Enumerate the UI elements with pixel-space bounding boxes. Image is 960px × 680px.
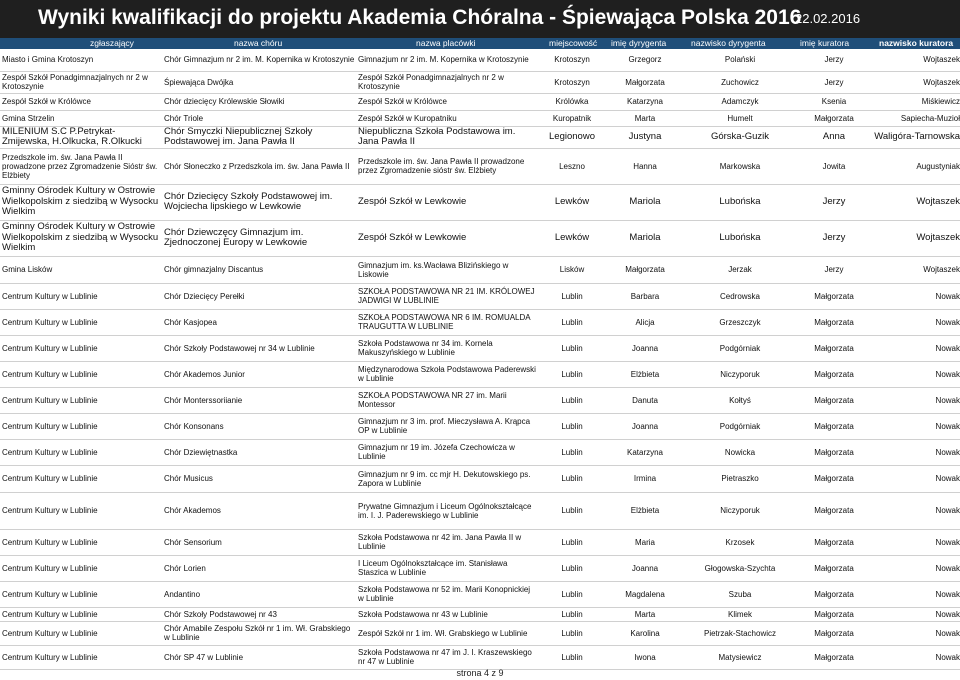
table-cell: Chór Dziewczęcy Gimnazjum im. Zjednoczonej Europy w Lewkowie — [162, 220, 356, 256]
header-nazwisko-kuratora: nazwisko kuratora — [879, 38, 954, 48]
table-cell: Justyna — [604, 126, 684, 148]
table-cell: Lublin — [538, 439, 604, 465]
table-cell: Kołtyś — [684, 387, 794, 413]
table-row — [0, 283, 960, 309]
table-cell: Katarzyna — [604, 439, 684, 465]
table-cell: Chór Szkoły Podstawowej nr 43 — [162, 607, 356, 621]
table-cell: Podgórniak — [684, 413, 794, 439]
table-row — [0, 361, 960, 387]
table-cell: Zespół Szkół Ponadgimnazjalnych nr 2 w Krotoszynie — [0, 71, 162, 93]
table-cell: Wojtaszek — [872, 71, 960, 93]
table-cell: Chór Akademos — [162, 492, 356, 529]
table-cell: Zuchowicz — [684, 71, 794, 93]
table-row — [0, 387, 960, 413]
table-cell: Nowak — [872, 492, 960, 529]
table-cell: Gimnazjum nr 2 im. M. Kopernika w Krotoszynie — [356, 49, 538, 71]
table-cell: Szkoła Podstawowa nr 43 w Lublinie — [356, 607, 538, 621]
table-cell: Jerzy — [794, 71, 872, 93]
table-cell: Chór Monterssoriianie — [162, 387, 356, 413]
table-cell: Karolina — [604, 621, 684, 645]
table-cell: Chór Słoneczko z Przedszkola im. św. Jana Pawła II — [162, 148, 356, 184]
table-cell: Centrum Kultury w Lublinie — [0, 465, 162, 492]
table-cell: Lublin — [538, 621, 604, 645]
table-cell: Andantino — [162, 581, 356, 607]
table-cell: Chór dziecięcy Królewskie Słowiki — [162, 93, 356, 110]
table-cell: SZKOŁA PODSTAWOWA NR 27 im. Marii Montessor — [356, 387, 538, 413]
table-cell: Nowicka — [684, 439, 794, 465]
table-row — [0, 49, 960, 71]
table-cell: Niepubliczna Szkoła Podstawowa im. Jana Pawła II — [356, 126, 538, 148]
table-row — [0, 413, 960, 439]
table-cell: Międzynarodowa Szkoła Podstawowa Paderewski w Lublinie — [356, 361, 538, 387]
table-row — [0, 581, 960, 607]
header-nazwisko-dyrygenta: nazwisko dyrygenta — [691, 38, 766, 48]
table-cell: Nowak — [872, 439, 960, 465]
table-cell: SZKOŁA PODSTAWOWA NR 6 IM. ROMUALDA TRAUGUTTA W LUBLINIE — [356, 309, 538, 335]
table-cell: Lublin — [538, 607, 604, 621]
table-row — [0, 645, 960, 669]
table-cell: Szkoła Podstawowa nr 47 im J. I. Kraszewskiego nr 47 w Lublinie — [356, 645, 538, 669]
table-cell: Małgorzata — [794, 283, 872, 309]
table-row — [0, 492, 960, 529]
table-cell: Prywatne Gimnazjum i Liceum Ogólnokształcące im. I. J. Paderewskiego w Lublinie — [356, 492, 538, 529]
table-cell: Chór Lorien — [162, 555, 356, 581]
title-bar — [0, 0, 960, 38]
table-cell: Iwona — [604, 645, 684, 669]
table-cell: Chór Amabile Zespołu Szkół nr 1 im. Wł. Grabskiego w Lublinie — [162, 621, 356, 645]
table-cell: Jerzy — [794, 49, 872, 71]
table-cell: Małgorzata — [794, 645, 872, 669]
table-cell: Ksenia — [794, 93, 872, 110]
table-cell: Nowak — [872, 465, 960, 492]
table-cell: Lublin — [538, 645, 604, 669]
table-cell: Klimek — [684, 607, 794, 621]
table-row — [0, 126, 960, 148]
table-cell: Lubońska — [684, 220, 794, 256]
table-cell: Chór Dziecięcy Perełki — [162, 283, 356, 309]
table-cell: Centrum Kultury w Lublinie — [0, 439, 162, 465]
table-cell: Zespół Szkół w Kuropatniku — [356, 110, 538, 126]
table-cell: Gminny Ośrodek Kultury w Ostrowie Wielkopolskim z siedzibą w Wysocku Wielkim — [0, 220, 162, 256]
table-cell: Markowska — [684, 148, 794, 184]
table-cell: Gimnazjum nr 3 im. prof. Mieczysława A. Krąpca OP w Lublinie — [356, 413, 538, 439]
table-cell: Nowak — [872, 387, 960, 413]
table-cell: Grzegorz — [604, 49, 684, 71]
table-cell: Polański — [684, 49, 794, 71]
table-cell: Krotoszyn — [538, 71, 604, 93]
table-cell: Lublin — [538, 309, 604, 335]
table-cell: Szuba — [684, 581, 794, 607]
table-cell: Centrum Kultury w Lublinie — [0, 529, 162, 555]
table-cell: Przedszkole im. św. Jana Pawła II prowadzone przez Zgromadzenie Sióstr św. Elżbiety — [0, 148, 162, 184]
table-cell: Joanna — [604, 335, 684, 361]
table-cell: Podgórniak — [684, 335, 794, 361]
header-zglaszajacy: zgłaszający — [90, 38, 134, 48]
table-cell: Lublin — [538, 529, 604, 555]
table-cell: Legionowo — [538, 126, 604, 148]
table-cell: Wojtaszek — [872, 49, 960, 71]
table-cell: Chór Szkoły Podstawowej nr 34 w Lublinie — [162, 335, 356, 361]
table-cell: Szkoła Podstawowa nr 52 im. Marii Konopnickiej w Lublinie — [356, 581, 538, 607]
table-row — [0, 555, 960, 581]
table-cell: Lewków — [538, 184, 604, 220]
page-number: strona 4 z 9 — [456, 668, 504, 678]
table-cell: Chór Akademos Junior — [162, 361, 356, 387]
table-row — [0, 607, 960, 621]
table-cell: Adamczyk — [684, 93, 794, 110]
table-cell: Gimnazjum nr 9 im. cc mjr H. Dekutowskiego ps. Zapora w Lublinie — [356, 465, 538, 492]
table-cell: Jerzy — [794, 220, 872, 256]
table-cell: Zespół Szkół w Lewkowie — [356, 220, 538, 256]
table-cell: Chór Musicus — [162, 465, 356, 492]
table-cell: Mariola — [604, 184, 684, 220]
table-cell: Wojtaszek — [872, 220, 960, 256]
table-cell: Magdalena — [604, 581, 684, 607]
table-cell: Lublin — [538, 555, 604, 581]
table-cell: Małgorzata — [794, 581, 872, 607]
table-cell: Małgorzata — [794, 335, 872, 361]
table-cell: Krotoszyn — [538, 49, 604, 71]
table-cell: Barbara — [604, 283, 684, 309]
table-cell: Waligóra-Tarnowska — [872, 126, 960, 148]
table-cell: Irmina — [604, 465, 684, 492]
table-cell: Niczyporuk — [684, 361, 794, 387]
table-cell: Centrum Kultury w Lublinie — [0, 413, 162, 439]
table-cell: Jerzy — [794, 256, 872, 283]
table-cell: Mariola — [604, 220, 684, 256]
table-cell: Zespół Szkół w Królówce — [0, 93, 162, 110]
header-nazwa-choru: nazwa chóru — [234, 38, 283, 48]
table-cell: Gmina Strzelin — [0, 110, 162, 126]
table-cell: Lublin — [538, 335, 604, 361]
table-cell: Centrum Kultury w Lublinie — [0, 621, 162, 645]
table-cell: Grzeszczyk — [684, 309, 794, 335]
table-cell: Chór Kasjopea — [162, 309, 356, 335]
table-cell: Krzosek — [684, 529, 794, 555]
table-cell: Centrum Kultury w Lublinie — [0, 607, 162, 621]
table-cell: Nowak — [872, 621, 960, 645]
table-cell: Elżbieta — [604, 361, 684, 387]
table-cell: Augustyniak — [872, 148, 960, 184]
table-cell: Królówka — [538, 93, 604, 110]
table-row — [0, 309, 960, 335]
table-cell: Gmina Lisków — [0, 256, 162, 283]
table-cell: Nowak — [872, 581, 960, 607]
table-cell: Matysiewicz — [684, 645, 794, 669]
table-cell: Nowak — [872, 529, 960, 555]
table-cell: Humelt — [684, 110, 794, 126]
table-cell: MILENIUM S.C P.Petrykat-Zmijewska, H.Olkucka, R.Olkucki — [0, 126, 162, 148]
table-cell: Zespół Szkół w Lewkowie — [356, 184, 538, 220]
table-cell: Małgorzata — [794, 555, 872, 581]
table-row — [0, 335, 960, 361]
table-row — [0, 148, 960, 184]
table-cell: Chór Gimnazjum nr 2 im. M. Kopernika w Krotoszynie — [162, 49, 356, 71]
table-cell: Nowak — [872, 645, 960, 669]
table-cell: Chór gimnazjalny Discantus — [162, 256, 356, 283]
table-cell: Lublin — [538, 465, 604, 492]
table-cell: SZKOŁA PODSTAWOWA NR 21 IM. KRÓLOWEJ JADWIGI W LUBLINIE — [356, 283, 538, 309]
table-cell: Lublin — [538, 361, 604, 387]
table-cell: Pietrzak-Stachowicz — [684, 621, 794, 645]
table-cell: Chór SP 47 w Lublinie — [162, 645, 356, 669]
table-cell: Miasto i Gmina Krotoszyn — [0, 49, 162, 71]
table-cell: Śpiewająca Dwójka — [162, 71, 356, 93]
header-nazwa-placowki: nazwa placówki — [416, 38, 476, 48]
table-body — [0, 49, 960, 669]
table-cell: Centrum Kultury w Lublinie — [0, 283, 162, 309]
table-cell: Gimnazjum nr 19 im. Józefa Czechowicza w Lublinie — [356, 439, 538, 465]
table-header — [0, 38, 960, 49]
table-cell: Elżbieta — [604, 492, 684, 529]
table-cell: Małgorzata — [794, 439, 872, 465]
table-cell: Sapiecha-Muzioł — [872, 110, 960, 126]
table-cell: Małgorzata — [794, 607, 872, 621]
table-cell: Szkoła Podstawowa nr 42 im. Jana Pawła II w Lublinie — [356, 529, 538, 555]
table-cell: Centrum Kultury w Lublinie — [0, 387, 162, 413]
table-cell: Małgorzata — [794, 413, 872, 439]
table-cell: Nowak — [872, 361, 960, 387]
table-cell: Centrum Kultury w Lublinie — [0, 492, 162, 529]
table-cell: Zespół Szkół Ponadgimnazjalnych nr 2 w Krotoszynie — [356, 71, 538, 93]
document-title: Wyniki kwalifikacji do projektu Akademia Chóralna - Śpiewająca Polska 2016 — [38, 6, 802, 29]
table-cell: Chór Triole — [162, 110, 356, 126]
table-cell: Chór Konsonans — [162, 413, 356, 439]
table-row — [0, 93, 960, 110]
table-cell: Centrum Kultury w Lublinie — [0, 335, 162, 361]
table-cell: Kuropatnik — [538, 110, 604, 126]
document-date: 22.02.2016 — [795, 11, 861, 26]
table-row — [0, 256, 960, 283]
table-cell: Jerzy — [794, 184, 872, 220]
table-cell: Wojtaszek — [872, 184, 960, 220]
table-cell: Chór Dziewiętnastka — [162, 439, 356, 465]
table-cell: Szkoła Podstawowa nr 34 im. Kornela Makuszyńskiego w Lublinie — [356, 335, 538, 361]
table-cell: Małgorzata — [794, 110, 872, 126]
table-cell: Marta — [604, 110, 684, 126]
table-cell: Lublin — [538, 492, 604, 529]
table-cell: Lublin — [538, 413, 604, 439]
table-cell: Katarzyna — [604, 93, 684, 110]
table-row — [0, 184, 960, 220]
table-cell: Małgorzata — [794, 529, 872, 555]
table-cell: Nowak — [872, 607, 960, 621]
table-cell: Nowak — [872, 413, 960, 439]
table-cell: Małgorzata — [604, 256, 684, 283]
table-cell: Lublin — [538, 283, 604, 309]
table-cell: Cedrowska — [684, 283, 794, 309]
table-cell: Centrum Kultury w Lublinie — [0, 645, 162, 669]
header-imie-kuratora: imię kuratora — [800, 38, 850, 48]
table-cell: Górska-Guzik — [684, 126, 794, 148]
table-cell: Joanna — [604, 413, 684, 439]
table-cell: Marta — [604, 607, 684, 621]
table-cell: Małgorzata — [794, 309, 872, 335]
table-cell: Chór Dziecięcy Szkoły Podstawowej im. Wojciecha lipskiego w Lewkowie — [162, 184, 356, 220]
table-cell: Jowita — [794, 148, 872, 184]
table-cell: Lublin — [538, 387, 604, 413]
table-cell: Gminny Ośrodek Kultury w Ostrowie Wielkopolskim z siedzibą w Wysocku Wielkim — [0, 184, 162, 220]
table-cell: Joanna — [604, 555, 684, 581]
table-cell: Leszno — [538, 148, 604, 184]
table-cell: Lublin — [538, 581, 604, 607]
table-cell: Centrum Kultury w Lublinie — [0, 361, 162, 387]
table-cell: Centrum Kultury w Lublinie — [0, 309, 162, 335]
table-cell: Niczyporuk — [684, 492, 794, 529]
table-row — [0, 220, 960, 256]
table-cell: Nowak — [872, 555, 960, 581]
table-cell: Chór Smyczki Niepublicznej Szkoły Podstawowej im. Jana Pawła II — [162, 126, 356, 148]
table-cell: Zespół Szkół w Królówce — [356, 93, 538, 110]
table-cell: Hanna — [604, 148, 684, 184]
table-cell: Nowak — [872, 335, 960, 361]
table-cell: Małgorzata — [794, 492, 872, 529]
table-row — [0, 529, 960, 555]
table-cell: Centrum Kultury w Lublinie — [0, 555, 162, 581]
table-cell: Maria — [604, 529, 684, 555]
table-row — [0, 110, 960, 126]
table-row — [0, 465, 960, 492]
table-cell: Pietraszko — [684, 465, 794, 492]
table-cell: Przedszkole im. św. Jana Pawła II prowadzone przez Zgromadzenie sióstr św. Elżbiety — [356, 148, 538, 184]
qualification-table — [0, 49, 960, 670]
table-row — [0, 621, 960, 645]
table-cell: Małgorzata — [604, 71, 684, 93]
header-imie-dyrygenta: imię dyrygenta — [611, 38, 667, 48]
table-cell: Nowak — [872, 283, 960, 309]
table-cell: Nowak — [872, 309, 960, 335]
table-cell: I Liceum Ogólnokształcące im. Stanisława Staszica w Lublinie — [356, 555, 538, 581]
table-cell: Gimnazjum im. ks.Wacława Blizińskiego w Liskowie — [356, 256, 538, 283]
table-cell: Chór Sensorium — [162, 529, 356, 555]
table-cell: Danuta — [604, 387, 684, 413]
table-cell: Małgorzata — [794, 465, 872, 492]
table-cell: Małgorzata — [794, 361, 872, 387]
table-cell: Miśkiewicz — [872, 93, 960, 110]
table-cell: Głogowska-Szychta — [684, 555, 794, 581]
header-miejscowosc: miejscowość — [549, 38, 598, 48]
table-cell: Lewków — [538, 220, 604, 256]
table-cell: Anna — [794, 126, 872, 148]
table-cell: Zespół Szkół nr 1 im. Wł. Grabskiego w Lublinie — [356, 621, 538, 645]
table-cell: Centrum Kultury w Lublinie — [0, 581, 162, 607]
table-cell: Małgorzata — [794, 387, 872, 413]
table-row — [0, 439, 960, 465]
table-cell: Jerzak — [684, 256, 794, 283]
table-cell: Lisków — [538, 256, 604, 283]
table-row — [0, 71, 960, 93]
table-cell: Małgorzata — [794, 621, 872, 645]
table-cell: Wojtaszek — [872, 256, 960, 283]
table-cell: Alicja — [604, 309, 684, 335]
table-cell: Lubońska — [684, 184, 794, 220]
